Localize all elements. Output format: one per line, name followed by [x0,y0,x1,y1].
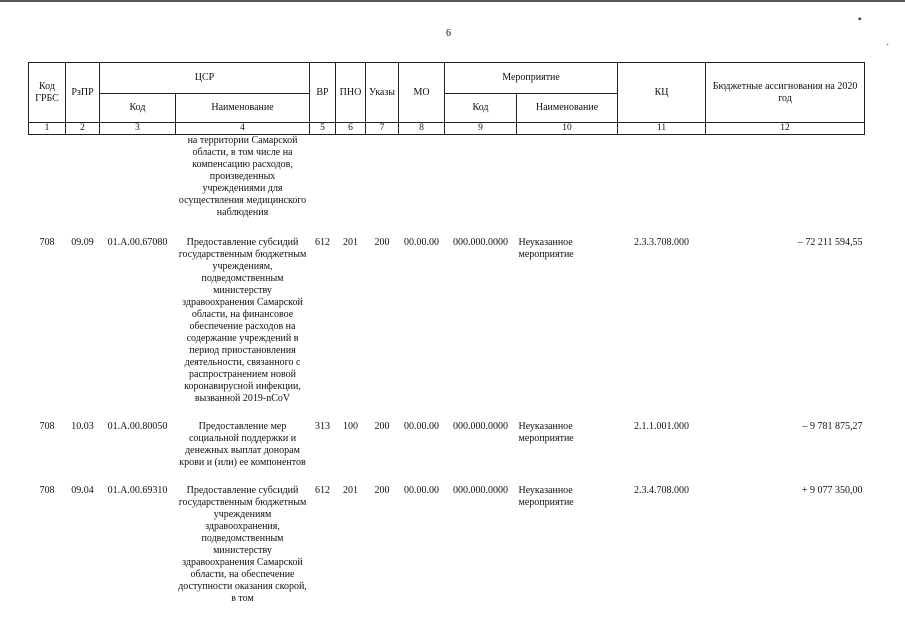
table-row [29,417,865,481]
col-kc: КЦ [618,63,706,123]
cell-csr: 01.А.00.80050 [107,420,168,432]
cell-mo: 00.00.00 [404,484,440,496]
cell-pno: 201 [343,236,359,248]
page-number: 6 [446,28,451,39]
cell-csr: 01.А.00.69310 [107,484,168,496]
col-ukazy: Указы [366,63,399,123]
column-number: 3 [100,123,176,135]
cell-name: Предоставление субсидий государственным бюджетным учреждениям, подведомственным министерству здравоохранения Самарской области, на финансовое обеспечение расходов на содержание учреждений в период приостановления деятельности, связанного с распространением новой коронавирусной инфекции, вызванной 2019-nCoV [178,236,307,404]
cell-amount: – 72 211 594,55 [797,236,863,248]
col-rzpr: РзПР [66,63,100,123]
cell-name: Предоставление мер социальной поддержки и денежных выплат донорам крови и (или) ее компонентов [179,420,306,468]
cell-mo: 00.00.00 [404,236,440,248]
cell-amount: + 9 077 350,00 [801,484,863,496]
col-kod-grbs: Код ГРБС [29,63,66,123]
col-budget: Бюджетные ассигнования на 2020 год [706,63,865,123]
table-row [29,233,865,417]
cell-amount: – 9 781 875,27 [802,420,863,432]
cell-mer-name: Неуказанное мероприятие [518,420,574,444]
cell-mer-kod: 000.000.0000 [453,420,509,432]
col-pno: ПНО [336,63,366,123]
column-number: 6 [336,123,366,135]
table-row [29,481,865,617]
col-vr: ВР [310,63,336,123]
column-number: 10 [517,123,618,135]
col-mer-name: Наименование [517,94,618,123]
cell-rzpr: 09.04 [71,484,94,496]
cell-mer-name: Неуказанное мероприятие [518,236,574,260]
cell-csr: 01.А.00.67080 [107,236,168,248]
column-number: 12 [706,123,865,135]
column-number-row [29,123,865,135]
page-top-border [0,0,905,2]
col-meropriyatie: Мероприятие [445,63,618,94]
cell-ukazy: 200 [374,420,390,432]
cell-vr: 612 [315,236,331,248]
column-number: 2 [66,123,100,135]
column-number: 8 [399,123,445,135]
scan-speck: · [886,40,890,51]
cell-mer-kod: 000.000.0000 [453,236,509,248]
column-number: 9 [445,123,517,135]
column-number: 1 [29,123,66,135]
budget-table [28,62,865,617]
cell-pno: 201 [343,484,359,496]
cell-pno: 100 [343,420,359,432]
cell-mer-name: Неуказанное мероприятие [518,484,574,508]
cell-ukazy: 200 [374,236,390,248]
continuation-name: на территории Самарской области, в том числе на компенсацию расходов, произведенных учреждениями для осуществления медицинского наблюдения [178,134,307,218]
col-mo: МО [399,63,445,123]
cell-mo: 00.00.00 [404,420,440,432]
col-mer-kod: Код [445,94,517,123]
cell-grbs: 708 [39,484,55,496]
col-csr-kod: Код [100,94,176,123]
column-number: 5 [310,123,336,135]
table-row-continuation [29,134,865,233]
cell-grbs: 708 [39,420,55,432]
col-csr-name: Наименование [176,94,310,123]
cell-vr: 313 [315,420,331,432]
cell-name: Предоставление субсидий государственным бюджетным учреждениям здравоохранения, подведомственным министерству здравоохранения Самарской области, на обеспечение доступности оказания скорой, в том [178,484,307,604]
cell-vr: 612 [315,484,331,496]
column-number: 11 [618,123,706,135]
header-row-1 [29,63,865,94]
col-csr: ЦСР [100,63,310,94]
column-number: 7 [366,123,399,135]
cell-kc: 2.1.1.001.000 [634,420,690,432]
cell-kc: 2.3.4.708.000 [634,484,690,496]
cell-mer-kod: 000.000.0000 [453,484,509,496]
cell-rzpr: 10.03 [71,420,94,432]
cell-kc: 2.3.3.708.000 [634,236,690,248]
cell-grbs: 708 [39,236,55,248]
cell-rzpr: 09.09 [71,236,94,248]
column-number: 4 [176,123,310,135]
cell-ukazy: 200 [374,484,390,496]
scan-speck: ▪ [858,14,862,25]
